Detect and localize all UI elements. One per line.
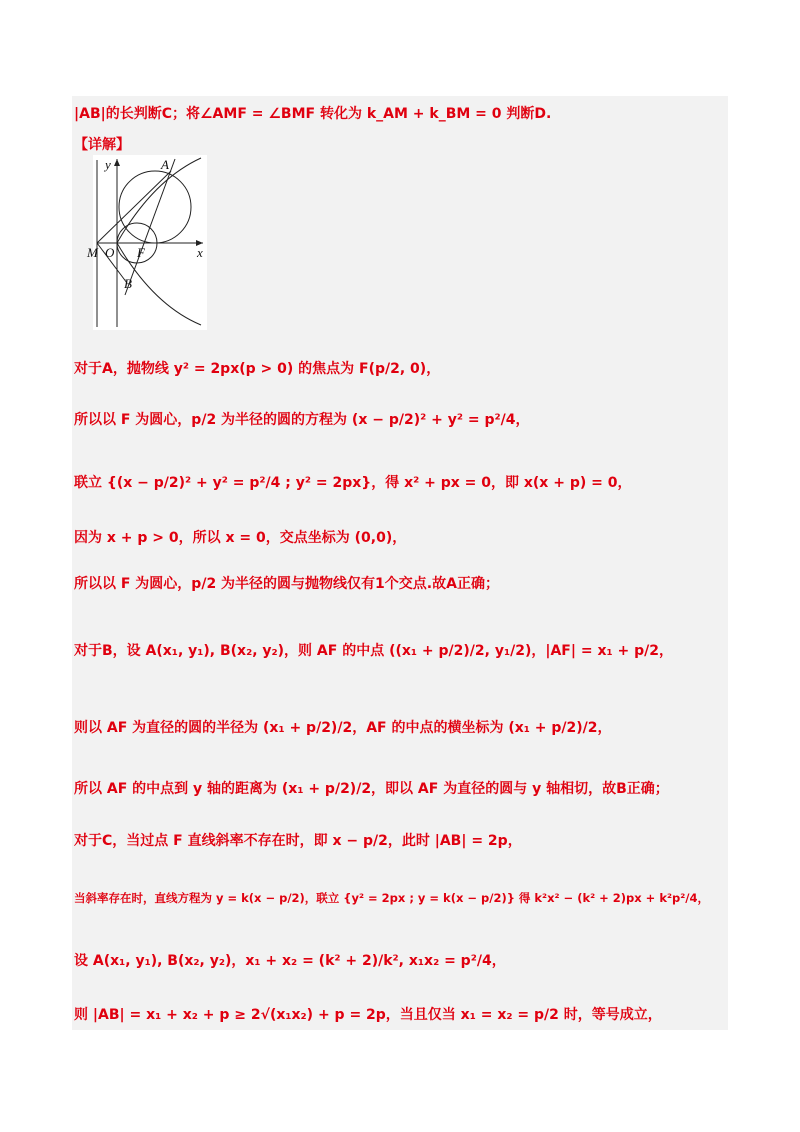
text-line-1: |AB|的长判断C；将∠AMF = ∠BMF 转化为 k_AM + k_BM = 0 判断D.	[74, 106, 552, 122]
label-O: O	[105, 245, 115, 260]
text-line-11: 对于C，当过点 F 直线斜率不存在时，即 x − p/2，此时 |AB| = 2p，	[74, 833, 522, 849]
label-B: B	[124, 276, 132, 291]
text-line-6: 因为 x + p > 0，所以 x = 0，交点坐标为 (0,0)，	[74, 530, 407, 546]
text-line-12: 当斜率存在时，直线方程为 y = k(x − p/2)，联立 {y² = 2px ; y = k(x − p/2)} 得 k²x² − (k² + 2)px + k²p²/4，	[74, 891, 709, 905]
parabola-figure	[87, 155, 207, 330]
label-M: M	[87, 245, 98, 260]
text-line-7: 所以以 F 为圆心，p/2 为半径的圆与抛物线仅有1个交点.故A正确；	[74, 576, 499, 592]
text-line-10: 所以 AF 的中点到 y 轴的距离为 (x₁ + p/2)/2，即以 AF 为直径的圆与 y 轴相切，故B正确；	[74, 781, 669, 797]
text-line-13: 设 A(x₁, y₁), B(x₂, y₂)，x₁ + x₂ = (k² + 2)/k², x₁x₂ = p²/4，	[74, 953, 506, 969]
label-F: F	[137, 245, 145, 260]
text-line-14: 则 |AB| = x₁ + x₂ + p ≥ 2√(x₁x₂) + p = 2p，当且仅当 x₁ = x₂ = p/2 时，等号成立，	[74, 1007, 662, 1023]
text-line-9: 则以 AF 为直径的圆的半径为 (x₁ + p/2)/2，AF 的中点的横坐标为 (x₁ + p/2)/2，	[74, 720, 612, 736]
text-line-4: 所以以 F 为圆心，p/2 为半径的圆的方程为 (x − p/2)² + y² = p²/4，	[74, 412, 530, 428]
text-line-8: 对于B，设 A(x₁, y₁), B(x₂, y₂)，则 AF 的中点 ((x₁ + p/2)/2, y₁/2)，|AF| = x₁ + p/2，	[74, 643, 673, 659]
label-x: x	[197, 245, 203, 260]
label-A: A	[161, 157, 169, 172]
section-header-detail: 【详解】	[74, 137, 130, 153]
label-y: y	[105, 157, 111, 172]
text-line-3: 对于A，抛物线 y² = 2px(p > 0) 的焦点为 F(p/2, 0)，	[74, 361, 441, 377]
text-line-5: 联立 {(x − p/2)² + y² = p²/4 ; y² = 2px}，得 x² + px = 0，即 x(x + p) = 0，	[74, 475, 632, 491]
